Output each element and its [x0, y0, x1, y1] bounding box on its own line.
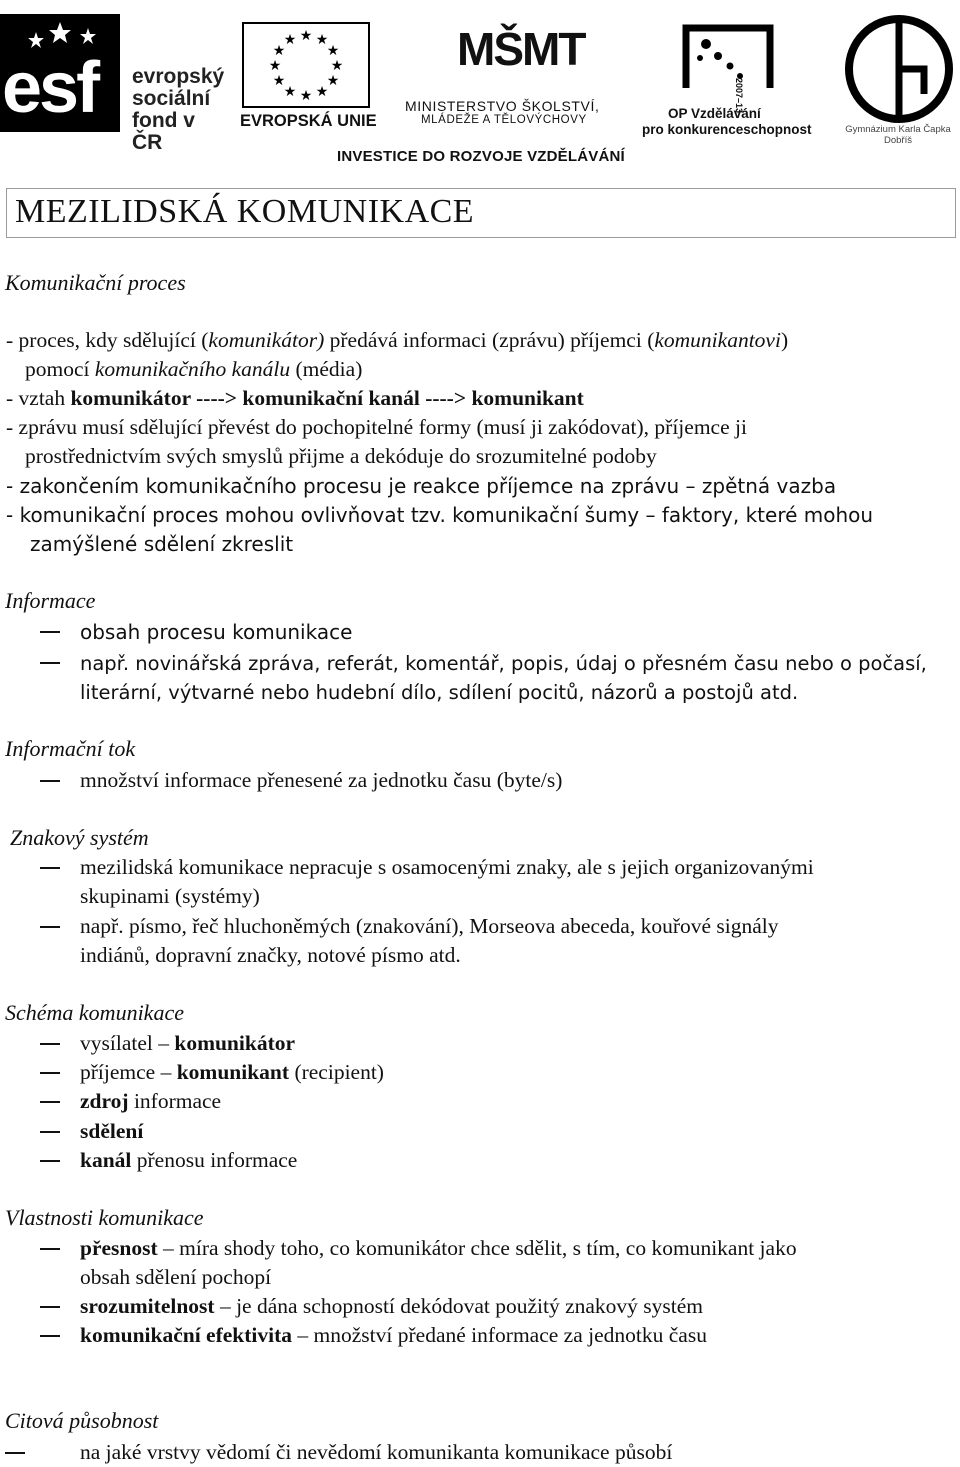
- esf-line-3: fond v ČR: [132, 109, 195, 154]
- svg-text:★: ★: [315, 33, 329, 48]
- schema-item-3: zdroj informace: [80, 1089, 222, 1113]
- op-line-2: pro konkurenceschopnost: [642, 122, 812, 137]
- schema-item-1: vysílatel – komunikátor: [80, 1031, 296, 1055]
- svg-text:★: ★: [272, 74, 286, 89]
- znakovy-item-1-line-2: skupinami (systémy): [80, 884, 260, 908]
- msmt-line-2: MLÁDEŽE A TĚLOVÝCHOVY: [421, 114, 587, 126]
- svg-text:★: ★: [283, 85, 297, 100]
- esf-logo-text: esf: [2, 48, 98, 128]
- informace-item-2-line-1: např. novinářská zpráva, referát, komentář, popis, údaj o přesném času nebo o počasí,: [80, 652, 927, 675]
- gymnazium-emblem-icon: [844, 14, 954, 124]
- process-line-7: - komunikační proces mohou ovlivňovat tzv. komunikační šumy – faktory, které mohou: [6, 503, 874, 527]
- vlastnosti-item-2: srozumitelnost – je dána schopností dekódovat použitý znakový systém: [80, 1294, 704, 1318]
- svg-text:★: ★: [299, 89, 313, 104]
- bullet-dash: [40, 926, 60, 928]
- esf-logo: [0, 14, 230, 154]
- op-logo: [640, 18, 815, 143]
- gymnazium-logo: [836, 12, 960, 147]
- msmt-line-1: MINISTERSTVO ŠKOLSTVÍ,: [405, 98, 600, 114]
- svg-text:★: ★: [268, 59, 282, 74]
- process-line-6: - zakončením komunikačního procesu je reakce příjemce na zprávu – zpětná vazba: [6, 474, 837, 498]
- process-line-2: pomocí komunikačního kanálu (média): [25, 357, 363, 381]
- op-line-1: OP Vzdělávání: [668, 106, 761, 121]
- process-line-4: - zprávu musí sdělující převést do pochopitelné formy (musí ji zakódovat), příjemce ji: [6, 415, 747, 439]
- process-line-8: zamýšlené sdělení zkreslit: [30, 532, 294, 556]
- section-heading-znakovy-system: Znakový systém: [10, 825, 149, 850]
- eu-label: EVROPSKÁ UNIE: [240, 112, 377, 130]
- document-title-box: [6, 188, 956, 238]
- bullet-dash: [40, 867, 60, 869]
- logo-header: [0, 0, 960, 175]
- process-line-1: - proces, kdy sdělující (komunikátor) předává informaci (zprávu) příjemci (komunikantovi): [6, 328, 789, 352]
- bullet-dash: [40, 1335, 60, 1337]
- investice-label: INVESTICE DO ROZVOJE VZDĚLÁVÁNÍ: [337, 148, 625, 165]
- bullet-dash: [40, 631, 60, 633]
- process-line-5: prostřednictvím svých smyslů přijme a dekóduje do srozumitelné podoby: [25, 444, 657, 468]
- svg-text:★: ★: [330, 59, 344, 74]
- svg-text:★: ★: [272, 44, 286, 59]
- process-line-3: - vztah komunikátor ----> komunikační kanál ----> komunikant: [6, 386, 584, 410]
- svg-text:★: ★: [283, 33, 297, 48]
- bullet-dash: [40, 1306, 60, 1308]
- bullet-dash: [40, 1131, 60, 1133]
- schema-item-5: kanál přenosu informace: [80, 1148, 298, 1172]
- citova-item-1: na jaké vrstvy vědomí či nevědomí komunikanta komunikace působí: [80, 1440, 673, 1464]
- section-heading-schema-komunikace: Schéma komunikace: [5, 1000, 184, 1025]
- informace-item-1: obsah procesu komunikace: [80, 620, 353, 644]
- bullet-dash: [40, 1248, 60, 1250]
- section-heading-vlastnosti-komunikace: Vlastnosti komunikace: [5, 1205, 204, 1230]
- msmt-logo-text: MŠMT: [457, 23, 585, 75]
- section-heading-citova-pusobnost: Citová působnost: [5, 1408, 159, 1433]
- svg-text:★: ★: [315, 85, 329, 100]
- svg-text:★: ★: [326, 74, 340, 89]
- vlastnosti-item-3: komunikační efektivita – množství předané informace za jednotku času: [80, 1323, 707, 1347]
- svg-text:★: ★: [299, 29, 313, 44]
- znakovy-item-2-line-2: indiánů, dopravní značky, notové písmo atd.: [80, 943, 461, 967]
- msmt-logo: [405, 23, 615, 136]
- bullet-dash: [40, 1043, 60, 1045]
- eu-logo: [240, 20, 375, 132]
- svg-text:★: ★: [326, 44, 340, 59]
- section-heading-informacni-tok: Informační tok: [5, 736, 136, 761]
- bullet-dash: [40, 1072, 60, 1074]
- gymnazium-line-1: Gymnázium Karla Čapka: [845, 124, 951, 135]
- informace-item-2-line-2: literární, výtvarné nebo hudební dílo, sdílení pocitů, názorů a postojů atd.: [80, 681, 799, 704]
- op-emblem-icon: [680, 18, 780, 98]
- esf-line-1: evropský: [132, 65, 225, 88]
- eu-flag-icon: [242, 22, 370, 108]
- bullet-dash: [40, 1101, 60, 1103]
- bullet-dash: [40, 1160, 60, 1162]
- section-heading-komunikacni-proces: Komunikační proces: [5, 270, 186, 295]
- schema-item-2: příjemce – komunikant (recipient): [80, 1060, 384, 1084]
- op-years: 2007–13: [734, 78, 744, 114]
- znakovy-item-2-line-1: např. písmo, řeč hluchoněmých (znakování), Morseova abeceda, kouřové signály: [80, 914, 779, 938]
- schema-item-4: sdělení: [80, 1119, 144, 1143]
- znakovy-item-1-line-1: mezilidská komunikace nepracuje s osamocenými znaky, ale s jejich organizovanými: [80, 855, 814, 879]
- bullet-dash: [40, 780, 60, 782]
- document-title: MEZILIDSKÁ KOMUNIKACE: [15, 193, 475, 230]
- bullet-dash: [5, 1452, 25, 1454]
- vlastnosti-item-1-line-1: přesnost – míra shody toho, co komunikátor chce sdělit, s tím, co komunikant jako: [80, 1236, 797, 1260]
- gymnazium-line-2: Dobříš: [884, 135, 912, 146]
- bullet-dash: [40, 662, 60, 664]
- informacni-tok-item-1: množství informace přenesené za jednotku času (byte/s): [80, 768, 563, 792]
- esf-line-2: sociální: [132, 87, 211, 110]
- vlastnosti-item-1-line-2: obsah sdělení pochopí: [80, 1265, 272, 1289]
- section-heading-informace: Informace: [5, 588, 96, 613]
